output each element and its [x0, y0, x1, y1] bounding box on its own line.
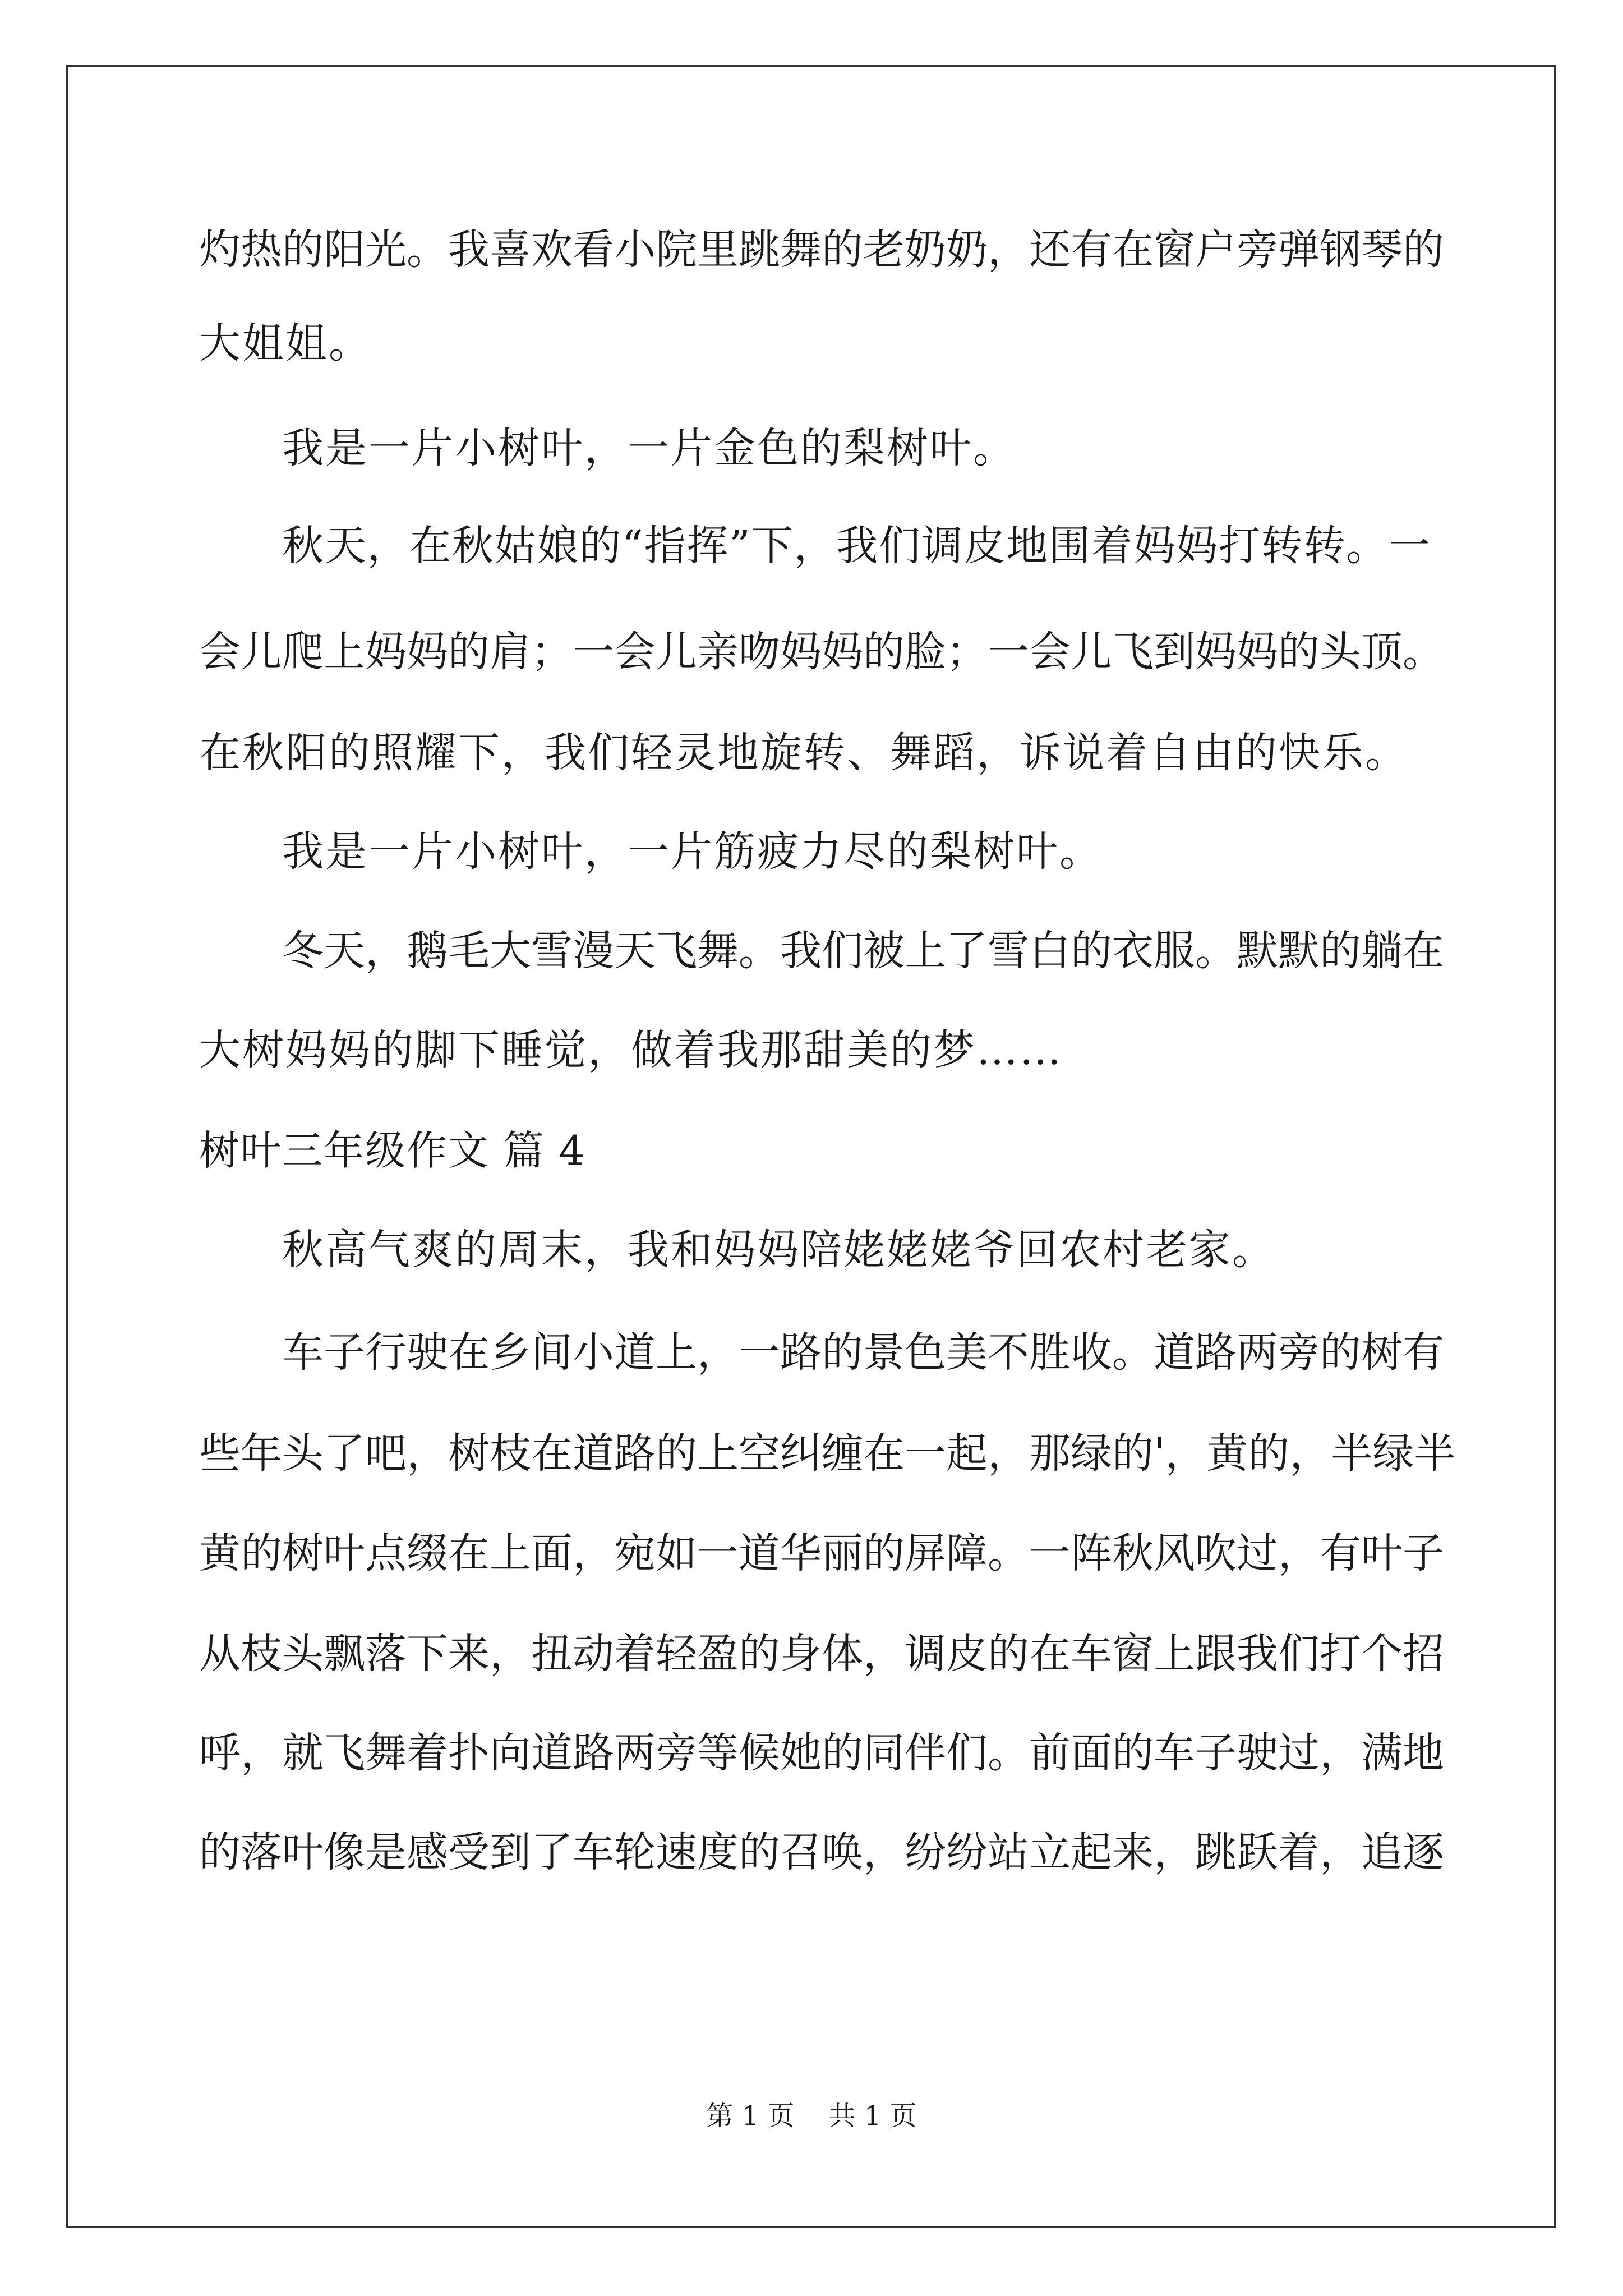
paragraph-line: 秋高气爽的周末，我和妈妈陪姥姥姥爷回农村老家。: [282, 1226, 1275, 1274]
paragraph-line: 的落叶像是感受到了车轮速度的召唤，纷纷站立起来，跳跃着，追逐: [199, 1828, 1444, 1876]
paragraph-line: 黄的树叶点缀在上面，宛如一道华丽的屏障。一阵秋风吹过，有叶子: [199, 1529, 1444, 1577]
paragraph-line: 大树妈妈的脚下睡觉，做着我那甜美的梦……: [199, 1026, 1063, 1074]
paragraph-line: 冬天，鹅毛大雪漫天飞舞。我们被上了雪白的衣服。默默的躺在: [282, 927, 1444, 975]
page-footer: 第 1 页 共 1 页: [706, 2100, 917, 2132]
paragraph-line: 我是一片小树叶，一片金色的梨树叶。: [282, 424, 1016, 472]
paragraph-line: 呼，就飞舞着扑向道路两旁等候她的同伴们。前面的车子驶过，满地: [199, 1729, 1444, 1777]
paragraph-line: 在秋阳的照耀下，我们轻灵地旋转、舞蹈，诉说着自由的快乐。: [199, 729, 1408, 777]
paragraph-line: 会儿爬上妈妈的肩；一会儿亲吻妈妈的脸；一会儿飞到妈妈的头顶。: [199, 628, 1444, 676]
paragraph-line: 秋天，在秋姑娘的“指挥”下，我们调皮地围着妈妈打转转。一: [282, 522, 1430, 570]
paragraph-line: 灼热的阳光。我喜欢看小院里跳舞的老奶奶，还有在窗户旁弹钢琴的: [199, 226, 1444, 274]
paragraph-line: 大姐姐。: [199, 319, 372, 367]
paragraph-line: 些年头了吧，树枝在道路的上空纠缠在一起，那绿的'，黄的，半绿半: [199, 1429, 1456, 1478]
paragraph-line: 车子行驶在乡间小道上，一路的景色美不胜收。道路两旁的树有: [282, 1328, 1444, 1377]
section-heading: 树叶三年级作文 篇 4: [199, 1127, 586, 1174]
paragraph-line: 我是一片小树叶，一片筋疲力尽的梨树叶。: [282, 827, 1103, 876]
paragraph-line: 从枝头飘落下来，扭动着轻盈的身体，调皮的在车窗上跟我们打个招: [199, 1630, 1444, 1678]
